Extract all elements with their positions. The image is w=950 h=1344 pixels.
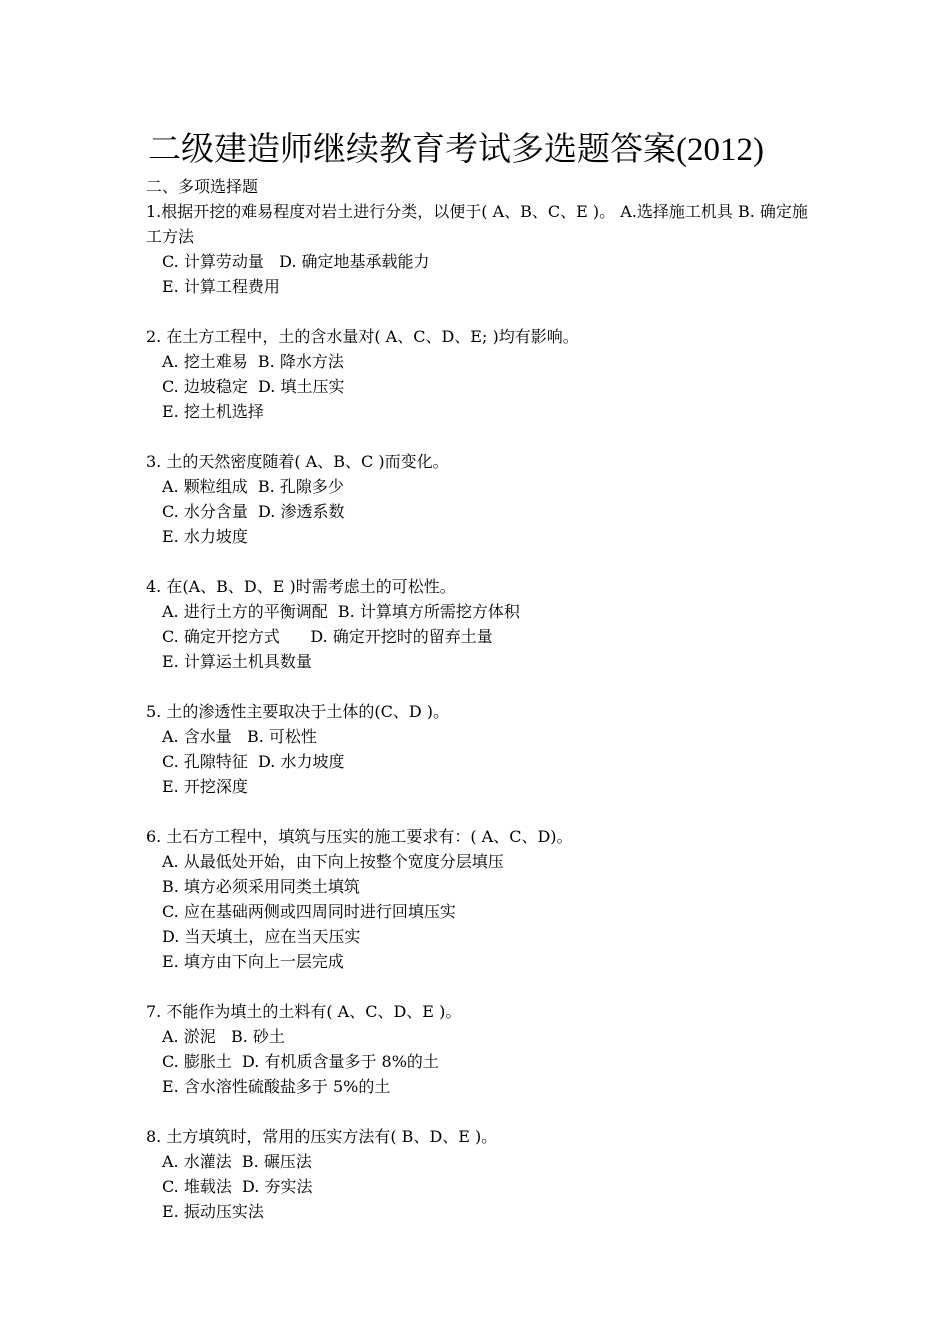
option-line: C. 应在基础两侧或四周同时进行回填压实 [162,902,456,921]
question-3 [146,449,816,549]
question-stem: 5. 土的渗透性主要取决于土体的(C、D )。 [146,702,449,721]
question-stem: 6. 土石方工程中，填筑与压实的施工要求有：( A、C、D)。 [146,827,573,846]
option-line: E. 水力坡度 [162,527,248,546]
section-heading: 二、多项选择题 [146,177,259,196]
document-title: 二级建造师继续教育考试多选题答案(2012) [148,132,764,168]
option-line: A. 淤泥 B. 砂土 [162,1027,285,1046]
option-line: D. 当天填土，应在当天压实 [162,927,361,946]
question-stem: 3. 土的天然密度随着( A、B、C )而变化。 [146,452,449,471]
option-line: C. 水分含量 D. 渗透系数 [162,502,345,521]
option-line: C. 确定开挖方式 D. 确定开挖时的留弃土量 [162,627,493,646]
option-line: C. 边坡稳定 D. 填土压实 [162,377,345,396]
option-line: E. 振动压实法 [162,1202,264,1221]
option-line: C. 计算劳动量 D. 确定地基承载能力 [162,252,430,271]
question-7 [146,999,816,1099]
option-line: A. 水灌法 B. 碾压法 [162,1152,312,1171]
option-line: E. 开挖深度 [162,777,248,796]
question-stem: 2. 在土方工程中，土的含水量对( A、C、D、E; )均有影响。 [146,327,579,346]
option-line: E. 计算运土机具数量 [162,652,312,671]
option-line: A. 含水量 B. 可松性 [162,727,317,746]
option-line: A. 进行土方的平衡调配 B. 计算填方所需挖方体积 [162,602,520,621]
option-line: A. 挖土难易 B. 降水方法 [162,352,344,371]
question-8 [146,1124,816,1224]
question-stem: 4. 在(A、B、D、E )时需考虑土的可松性。 [146,577,456,596]
question-1 [146,199,816,299]
option-line: C. 膨胀土 D. 有机质含量多于 8%的土 [162,1052,439,1071]
option-line: E. 含水溶性硫酸盐多于 5%的土 [162,1077,391,1096]
option-line: C. 堆载法 D. 夯实法 [162,1177,313,1196]
option-line: E. 计算工程费用 [162,277,280,296]
question-4 [146,574,816,674]
question-stem: 8. 土方填筑时，常用的压实方法有( B、D、E )。 [146,1127,498,1146]
option-line: A. 从最低处开始，由下向上按整个宽度分层填压 [162,852,504,871]
option-line: A. 颗粒组成 B. 孔隙多少 [162,477,344,496]
option-line: C. 孔隙特征 D. 水力坡度 [162,752,345,771]
option-line: E. 挖土机选择 [162,402,264,421]
question-2 [146,324,816,424]
option-line: E. 填方由下向上一层完成 [162,952,344,971]
question-6 [146,824,816,974]
question-stem: 1.根据开挖的难易程度对岩土进行分类，以便于( A、B、C、E )。 A.选择施工机具 B. 确定施工方法 [146,202,808,246]
document-page [146,128,816,1249]
question-stem: 7. 不能作为填土的土料有( A、C、D、E )。 [146,1002,462,1021]
question-5 [146,699,816,799]
option-line: B. 填方必须采用同类土填筑 [162,877,360,896]
